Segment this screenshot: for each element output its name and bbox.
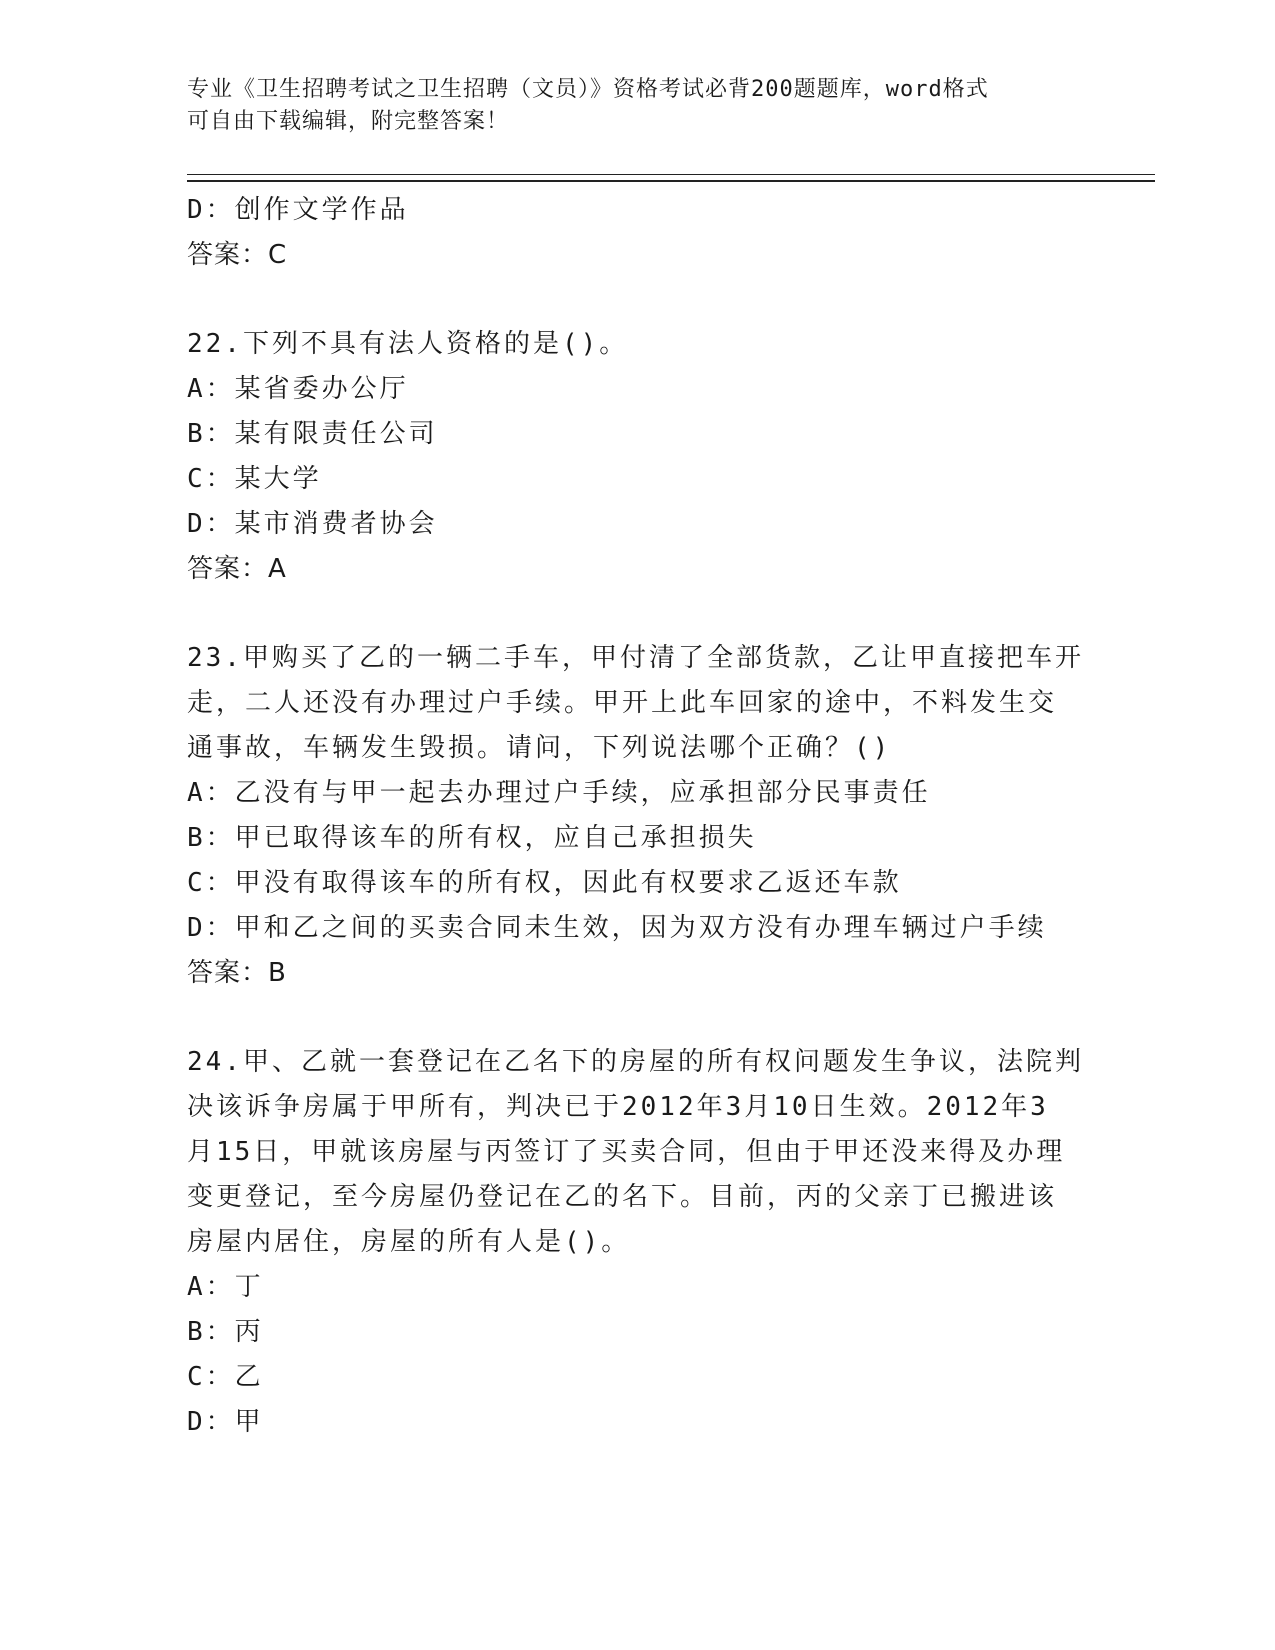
question-stem-line: 24.甲、乙就一套登记在乙名下的房屋的所有权问题发生争议，法院判 <box>187 1047 1084 1077</box>
document-header <box>187 74 1067 138</box>
header-title-line-2: 可自由下载编辑，附完整答案！ <box>187 109 510 134</box>
option-d: D：某市消费者协会 <box>187 509 438 539</box>
question-stem: 22.下列不具有法人资格的是()。 <box>187 329 629 359</box>
answer-line: 答案：A <box>187 554 287 584</box>
question-content <box>187 188 1087 1445</box>
option-d: D：甲 <box>187 1407 264 1437</box>
header-divider-thin <box>187 174 1155 175</box>
option-a: A：丁 <box>187 1272 264 1302</box>
option-c: C：甲没有取得该车的所有权，因此有权要求乙返还车款 <box>187 868 902 898</box>
question-stem-line: 变更登记，至今房屋仍登记在乙的名下。目前，丙的父亲丁已搬进该 <box>187 1182 1058 1212</box>
previous-question-tail <box>187 188 1087 278</box>
question-23 <box>187 636 1087 996</box>
question-stem-line: 23.甲购买了乙的一辆二手车，甲付清了全部货款，乙让甲直接把车开 <box>187 643 1084 673</box>
spacer <box>187 996 1087 1040</box>
option-c: C：某大学 <box>187 464 322 494</box>
spacer <box>187 592 1087 636</box>
question-stem-line: 走，二人还没有办理过户手续。甲开上此车回家的途中，不料发生交 <box>187 688 1058 718</box>
option-b: B：甲已取得该车的所有权，应自己承担损失 <box>187 823 757 853</box>
question-stem-line: 房屋内居住，房屋的所有人是()。 <box>187 1227 631 1257</box>
header-title-line-1: 专业《卫生招聘考试之卫生招聘（文员）》资格考试必背200题题库，word格式 <box>187 77 989 102</box>
option-a: A：乙没有与甲一起去办理过户手续，应承担部分民事责任 <box>187 778 931 808</box>
header-divider-thick <box>187 180 1155 182</box>
option-b: B：丙 <box>187 1317 264 1347</box>
question-stem-line: 月15日，甲就该房屋与丙签订了买卖合同，但由于甲还没来得及办理 <box>187 1137 1066 1167</box>
question-stem-line: 决该诉争房属于甲所有，判决已于2012年3月10日生效。2012年3 <box>187 1092 1049 1122</box>
question-stem-line: 通事故，车辆发生毁损。请问，下列说法哪个正确？() <box>187 733 892 763</box>
question-22 <box>187 322 1087 592</box>
option-d: D：创作文学作品 <box>187 195 409 225</box>
option-c: C：乙 <box>187 1362 264 1392</box>
option-d: D：甲和乙之间的买卖合同未生效，因为双方没有办理车辆过户手续 <box>187 913 1047 943</box>
question-24 <box>187 1040 1087 1445</box>
spacer <box>187 278 1087 322</box>
answer-line: 答案：B <box>187 958 287 988</box>
option-b: B：某有限责任公司 <box>187 419 438 449</box>
answer-line: 答案：C <box>187 240 288 270</box>
option-a: A：某省委办公厅 <box>187 374 409 404</box>
